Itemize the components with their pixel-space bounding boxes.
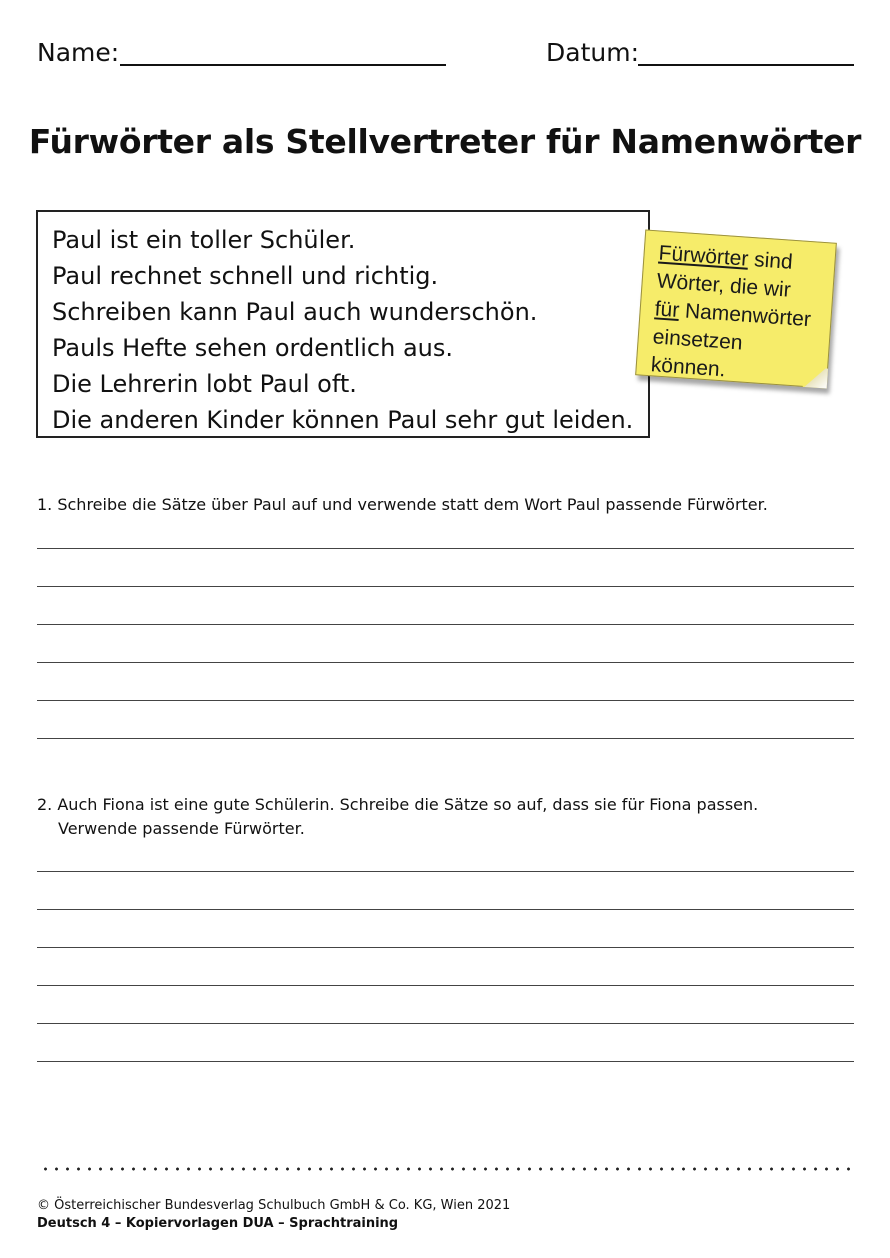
writing-line[interactable] (37, 871, 854, 872)
dotted-separator (40, 1166, 854, 1172)
sentence-box (36, 210, 650, 438)
name-field[interactable] (120, 64, 446, 66)
writing-line[interactable] (37, 985, 854, 986)
task-2-instruction-cont: Verwende passende Fürwörter. (58, 819, 305, 838)
task-2-instruction: 2. Auch Fiona ist eine gute Schülerin. Schreibe die Sätze so auf, dass sie für Fiona passen. (37, 795, 759, 814)
note-keyword: Fürwörter (657, 241, 750, 271)
page-curl (803, 367, 828, 389)
sentence: Die Lehrerin lobt Paul oft. (52, 370, 357, 398)
copyright-text: © Österreichischer Bundesverlag Schulbuch GmbH & Co. KG, Wien 2021 (37, 1198, 511, 1213)
sentence: Paul rechnet schnell und richtig. (52, 262, 439, 290)
writing-line[interactable] (37, 1023, 854, 1024)
name-label: Name: (37, 38, 120, 67)
note-line-4: einsetzen können. (650, 325, 744, 382)
note-line-2: Wörter, die wir (655, 269, 792, 302)
date-label: Datum: (546, 38, 639, 67)
writing-line[interactable] (37, 662, 854, 663)
note-keyword: für (654, 297, 681, 323)
note-text: sind (747, 247, 794, 274)
sticky-note (635, 229, 837, 388)
writing-line[interactable] (37, 909, 854, 910)
writing-line[interactable] (37, 738, 854, 739)
writing-line[interactable] (37, 700, 854, 701)
sentence: Schreiben kann Paul auch wunderschön. (52, 298, 538, 326)
writing-line[interactable] (37, 1061, 854, 1062)
writing-line[interactable] (37, 947, 854, 948)
note-text: Namenwörter (678, 299, 812, 332)
writing-line[interactable] (37, 548, 854, 549)
page-title: Fürwörter als Stellvertreter für Namenwörter (28, 122, 862, 161)
date-field[interactable] (638, 64, 854, 66)
task-1-instruction: 1. Schreibe die Sätze über Paul auf und verwende statt dem Wort Paul passende Fürwörter. (37, 495, 768, 514)
writing-line[interactable] (37, 624, 854, 625)
sentence: Pauls Hefte sehen ordentlich aus. (52, 334, 454, 362)
sentence: Die anderen Kinder können Paul sehr gut leiden. (52, 406, 634, 434)
writing-line[interactable] (37, 586, 854, 587)
sentence: Paul ist ein toller Schüler. (52, 226, 356, 254)
series-text: Deutsch 4 – Kopiervorlagen DUA – Sprachtraining (37, 1216, 399, 1231)
